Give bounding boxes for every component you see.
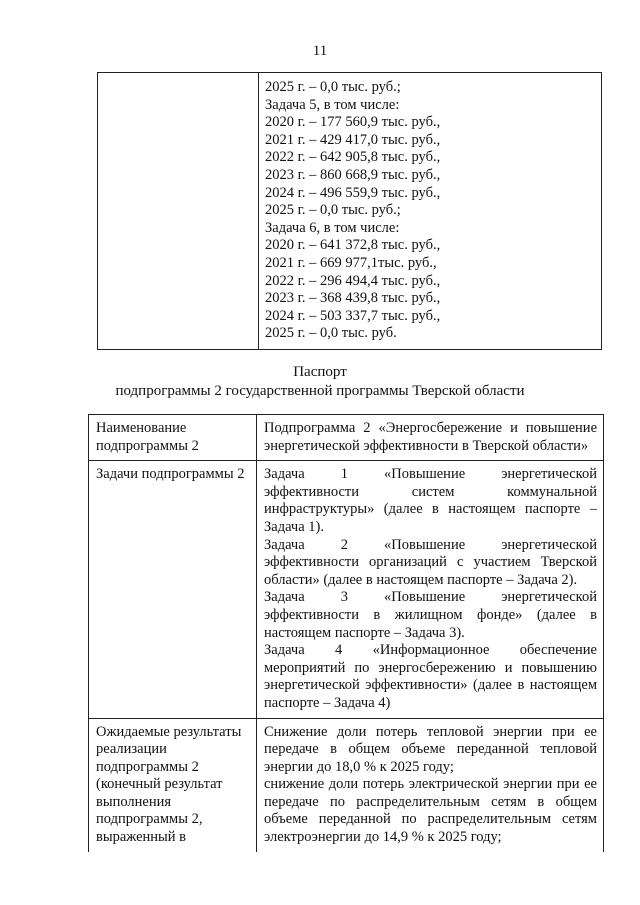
passport-subtitle: подпрограммы 2 государственной программы Тверской области <box>115 383 525 399</box>
passport-table <box>88 414 604 852</box>
finance-line: 2023 г. – 860 668,9 тыс. руб., <box>265 166 441 183</box>
finance-line: 2020 г. – 641 372,8 тыс. руб., <box>265 237 441 254</box>
row-value <box>257 461 604 718</box>
finance-line: 2023 г. – 368 439,8 тыс. руб., <box>265 290 441 307</box>
passport-row-results <box>89 718 604 852</box>
row-paragraph: Задача 4 «Информационное обеспечение мероприятий по энергосбережению и повышению энергетической эффективности» (далее в настоящем паспорте – Задача 4) <box>264 642 597 711</box>
finance-line: 2020 г. – 177 560,9 тыс. руб., <box>265 114 441 131</box>
row-label: Задачи подпрограммы 2 <box>89 461 257 718</box>
row-paragraph: Подпрограмма 2 «Энергосбережение и повышение энергетической эффективности в Тверской области» <box>264 420 597 454</box>
row-value <box>257 415 604 461</box>
row-paragraph: Снижение доли потерь тепловой энергии при ее передаче в общем объеме переданной тепловой энергии до 18,0 % к 2025 году; <box>264 723 597 775</box>
row-paragraph: Задача 1 «Повышение энергетической эффективности систем коммунальной инфраструктуры» (далее в настоящем паспорте – Задача 1). <box>264 466 597 535</box>
finance-line: 2025 г. – 0,0 тыс. руб.; <box>265 79 401 95</box>
finance-line: 2025 г. – 0,0 тыс. руб.; <box>265 202 401 219</box>
financing-values-cell <box>259 73 602 350</box>
page-number: 11 <box>312 43 328 59</box>
finance-line: Задача 6, в том числе: <box>265 219 400 236</box>
finance-line: 2025 г. – 0,0 тыс. руб. <box>265 325 397 342</box>
finance-line: 2022 г. – 296 494,4 тыс. руб., <box>265 272 441 289</box>
financing-row <box>98 73 602 350</box>
row-paragraph: Задача 3 «Повышение энергетической эффективности в жилищном фонде» (далее в настоящем паспорте – Задача 3). <box>264 589 597 641</box>
finance-line: 2021 г. – 429 417,0 тыс. руб., <box>265 131 441 148</box>
passport-row-tasks <box>89 461 604 718</box>
passport-title: Паспорт <box>293 364 347 380</box>
row-label: Наименование подпрограммы 2 <box>89 415 257 461</box>
passport-heading <box>0 363 640 401</box>
finance-line: 2024 г. – 496 559,9 тыс. руб., <box>265 184 441 201</box>
finance-line: 2021 г. – 669 977,1тыс. руб., <box>265 254 437 271</box>
row-label: Ожидаемые результаты реализации подпрограммы 2 (конечный результат выполнения подпрограммы 2, выраженный в <box>89 718 257 852</box>
financing-table <box>97 72 602 350</box>
row-paragraph: снижение доли потерь электрической энергии при ее передаче по распределительным сетям в общем объеме переданной по распределительным сетям электроэнергии до 14,9 % к 2025 году; <box>264 776 597 846</box>
finance-line: 2024 г. – 503 337,7 тыс. руб., <box>265 307 441 324</box>
passport-row-name <box>89 415 604 461</box>
finance-line: Задача 5, в том числе: <box>265 96 400 113</box>
row-paragraph: Задача 2 «Повышение энергетической эффективности организаций с участием Тверской области» (далее в настоящем паспорте – Задача 2). <box>264 536 597 588</box>
row-value <box>257 718 604 852</box>
financing-label-cell <box>98 73 259 350</box>
finance-line: 2022 г. – 642 905,8 тыс. руб., <box>265 149 441 166</box>
